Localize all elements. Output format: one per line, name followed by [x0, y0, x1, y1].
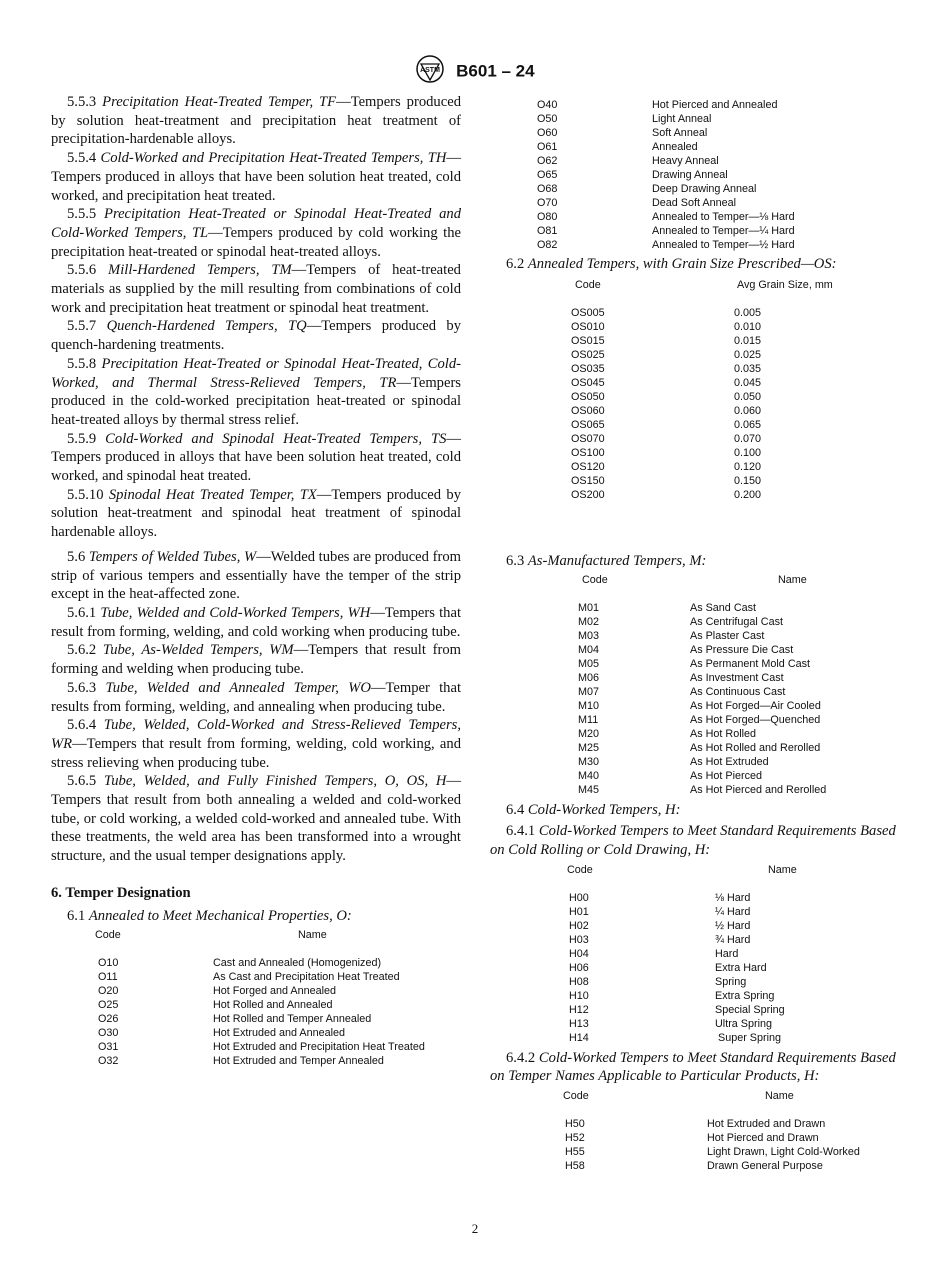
table-cell-name: Hot Forged and Annealed — [213, 985, 337, 998]
table-cell-code: O61 — [537, 141, 558, 153]
table-row — [490, 474, 900, 488]
table-cell-code: O32 — [98, 1055, 119, 1068]
table-cell-code: O68 — [537, 183, 558, 195]
table-cell-code: M45 — [578, 784, 600, 797]
paragraph: 5.5.3 Precipitation Heat-Treated Temper, TF—Tempers produced by solution heat-treatment and precipitation heat treatment of precipitation-hardenable alloys. — [51, 94, 461, 148]
table-cell-code: M06 — [578, 672, 600, 685]
table-cell-name: Cast and Annealed (Homogenized) — [213, 957, 382, 970]
table-row — [51, 1012, 461, 1026]
table-cell-name: Drawing Anneal — [652, 169, 728, 181]
paragraph: 5.5.7 Quench-Hardened Tempers, TQ—Tempers produced by quench-hardening treatments. — [51, 318, 462, 354]
table-row — [51, 956, 461, 970]
table-cell-name: Hot Extruded and Drawn — [707, 1117, 826, 1130]
table-cell-code: OS100 — [571, 446, 605, 459]
table-row — [490, 98, 900, 112]
column-header: Name — [298, 929, 327, 942]
table-cell-name: Super Spring — [715, 1031, 782, 1044]
table-cell-name: As Hot Forged—Air Cooled — [690, 700, 821, 713]
table-cell-code: OS200 — [571, 488, 605, 501]
table-cell-name: As Pressure Die Cast — [690, 644, 794, 657]
table-cell-name: Annealed to Temper—⅛ Hard — [652, 211, 795, 223]
table-cell-code: O26 — [98, 1013, 119, 1026]
table-cell-code: OS015 — [571, 334, 605, 347]
table-cell-name: Special Spring — [715, 1003, 785, 1016]
table-row — [490, 989, 900, 1003]
table-cell-name: As Hot Extruded — [690, 756, 769, 769]
table-cell-code: H52 — [565, 1131, 585, 1144]
table-cell-code: O65 — [537, 169, 558, 181]
table-cell-name: Ultra Spring — [715, 1017, 773, 1030]
table-row — [490, 671, 900, 685]
table-cell-name: Hard — [715, 947, 739, 960]
table-cell-name: As Hot Rolled and Rerolled — [690, 742, 821, 755]
table-cell-name: As Investment Cast — [690, 672, 784, 685]
table-cell-name: 0.010 — [734, 320, 762, 333]
paragraph-title: Precipitation Heat-Treated or Spinodal Heat-Treated, Cold-Worked, and Thermal Stress-Relieved Tempers, TR — [51, 355, 461, 391]
table-cell-code: H13 — [569, 1017, 589, 1030]
table-cell-name: As Permanent Mold Cast — [690, 658, 811, 671]
data-table — [490, 278, 900, 502]
subsection-title: 6.4.2 Cold-Worked Tempers to Meet Standard Requirements Based on Temper Names Applicable to Particular Products, H: — [490, 1049, 896, 1085]
table-row — [51, 1054, 461, 1068]
table-row — [490, 947, 900, 961]
table-cell-name: 0.015 — [734, 334, 762, 347]
table-cell-name: Dead Soft Anneal — [652, 197, 737, 209]
table-cell-code: M07 — [578, 686, 600, 699]
table-cell-code: M10 — [578, 700, 600, 713]
table-cell-name: Extra Hard — [715, 961, 767, 974]
paragraph-title: Mill-Hardened Tempers, TM — [108, 262, 292, 279]
paragraph-title: Cold-Worked and Precipitation Heat-Treated Tempers, TH — [100, 150, 447, 167]
table-row — [490, 601, 900, 615]
table-cell-code: H04 — [569, 947, 589, 960]
table-row — [490, 933, 900, 947]
table-cell-code: M02 — [578, 616, 600, 629]
table-cell-name: Light Drawn, Light Cold-Worked — [707, 1145, 860, 1158]
table-row — [490, 713, 900, 727]
subsection-title: 6.4 Cold-Worked Tempers, H: — [506, 802, 681, 819]
paragraph-title: Precipitation Heat-Treated or Spinodal Heat-Treated and Cold-Worked Tempers, TL — [51, 206, 461, 241]
table-cell-code: M20 — [578, 728, 600, 741]
table-cell-code: O81 — [537, 225, 558, 237]
paragraph: 5.5.8 Precipitation Heat-Treated or Spinodal Heat-Treated, Cold-Worked, and Thermal Stress-Relieved Tempers, TR—Tempers produced in the cold-worked precipitation heat-treated or spinodal heat-treated alloys by thermal stress relief. — [51, 355, 461, 428]
table-row — [490, 727, 900, 741]
table-cell-name: Hot Extruded and Temper Annealed — [213, 1055, 384, 1068]
paragraph-title: Tempers of Welded Tubes, W — [88, 548, 257, 565]
table-row — [490, 306, 900, 320]
subsection-title-text: Cold-Worked Tempers to Meet Standard Requirements Based on Temper Names Applicable to Particular Products, H: — [490, 1049, 896, 1085]
table-cell-name: Deep Drawing Anneal — [652, 183, 757, 195]
column-header: Code — [575, 278, 601, 291]
table-row — [490, 488, 900, 502]
table-cell-code: O30 — [98, 1027, 119, 1040]
table-row — [490, 1145, 900, 1159]
table-row — [490, 168, 900, 182]
column-header: Code — [563, 1089, 589, 1102]
table-cell-code: OS010 — [571, 320, 605, 333]
table-row — [490, 657, 900, 671]
right-column — [490, 98, 900, 1173]
paragraph-title: Precipitation Heat-Treated Temper, TF — [102, 94, 337, 110]
table-row — [490, 975, 900, 989]
table-cell-name: ⅛ Hard — [715, 891, 751, 904]
table-cell-code: O60 — [537, 127, 558, 139]
table-cell-code: OS045 — [571, 376, 605, 389]
table-row — [490, 238, 900, 252]
paragraph: 5.5.6 Mill-Hardened Tempers, TM—Tempers of heat-treated materials as supplied by the mill resulting from combinations of cold work and precipitation heat treatment or spinodal heat treatment. — [51, 262, 461, 316]
table-cell-name: Soft Anneal — [652, 127, 708, 139]
table-cell-code: OS035 — [571, 362, 605, 375]
paragraph-title: Tube, Welded, Cold-Worked and Stress-Relieved Tempers, WR — [51, 717, 461, 752]
table-cell-name: Hot Rolled and Annealed — [213, 999, 333, 1012]
table-cell-name: As Sand Cast — [690, 602, 757, 615]
table-cell-code: OS005 — [571, 306, 605, 319]
table-row — [490, 432, 900, 446]
table-row — [490, 182, 900, 196]
table-cell-name: 0.050 — [734, 390, 762, 403]
table-cell-code: H00 — [569, 891, 589, 904]
paragraph: 5.6 Tempers of Welded Tubes, W—Welded tubes are produced from strip of various tempers and essentially have the temper of the strip except in the heat-affected zone. — [51, 548, 461, 603]
table-cell-name: ½ Hard — [715, 919, 751, 932]
table-cell-name: As Continuous Cast — [690, 686, 786, 699]
designation: B601 – 24 — [456, 61, 535, 81]
table-row — [490, 1017, 900, 1031]
table-cell-code: O11 — [98, 971, 118, 984]
table-cell-code: OS120 — [571, 460, 605, 473]
data-table — [490, 98, 900, 252]
paragraph-title: Tube, Welded and Cold-Worked Tempers, WH — [100, 604, 371, 621]
subsection-title-text: Annealed to Meet Mechanical Properties, O: — [88, 907, 352, 924]
table-row — [490, 404, 900, 418]
subsection-title-text: Cold-Worked Tempers to Meet Standard Requirements Based on Cold Rolling or Cold Drawing, H: — [490, 823, 896, 858]
table-cell-name: 0.060 — [734, 404, 762, 417]
subsection-title: 6.1 Annealed to Meet Mechanical Properties, O: — [67, 907, 352, 924]
left-column — [51, 93, 461, 1068]
table-row — [490, 783, 900, 797]
table-cell-name: Annealed to Temper—½ Hard — [652, 239, 795, 251]
table-row — [490, 961, 900, 975]
table-cell-name: As Hot Pierced — [690, 770, 763, 783]
table-row — [490, 334, 900, 348]
table-cell-name: Annealed — [652, 141, 698, 153]
table-cell-code: O31 — [98, 1041, 119, 1054]
section-heading: 6. Temper Designation — [51, 884, 191, 901]
paragraph-title: Tube, Welded, and Fully Finished Tempers, O, OS, H — [103, 773, 447, 790]
subsection-title-text: Annealed Tempers, with Grain Size Prescribed—OS: — [527, 256, 837, 272]
table-cell-code: H01 — [569, 905, 589, 918]
subsection-title: 6.2 Annealed Tempers, with Grain Size Prescribed—OS: — [506, 256, 837, 272]
data-table — [490, 1089, 900, 1173]
table-row — [490, 140, 900, 154]
table-row — [490, 699, 900, 713]
table-cell-code: H14 — [569, 1031, 589, 1044]
table-cell-code: OS070 — [571, 432, 605, 445]
table-cell-code: H58 — [565, 1159, 585, 1172]
table-cell-name: Hot Extruded and Annealed — [213, 1027, 346, 1040]
table-cell-code: M03 — [578, 630, 600, 643]
table-cell-code: OS060 — [571, 404, 605, 417]
table-cell-code: H06 — [569, 961, 589, 974]
table-row — [490, 891, 900, 905]
table-cell-name: 0.150 — [734, 474, 762, 487]
svg-text:ASTM: ASTM — [420, 67, 441, 74]
table-cell-code: OS050 — [571, 390, 605, 403]
table-row — [490, 615, 900, 629]
subsection-title-text: As-Manufactured Tempers, M: — [527, 552, 707, 569]
table-row — [490, 643, 900, 657]
table-cell-code: O70 — [537, 197, 558, 209]
table-row — [490, 390, 900, 404]
paragraph-title: Tube, As-Welded Tempers, WM — [102, 642, 294, 659]
table-cell-name: ¼ Hard — [715, 905, 751, 918]
table-cell-name: As Hot Forged—Quenched — [690, 714, 821, 727]
table-row — [490, 446, 900, 460]
table-row — [490, 685, 900, 699]
paragraph: 5.5.5 Precipitation Heat-Treated or Spinodal Heat-Treated and Cold-Worked Tempers, TL—Tempers produced by cold working the precipitation heat-treated or spinodal heat-treated alloys. — [51, 206, 461, 260]
table-row — [490, 112, 900, 126]
table-cell-code: O25 — [98, 999, 119, 1012]
table-row — [51, 984, 461, 998]
table-row — [51, 998, 461, 1012]
table-cell-code: M11 — [578, 714, 599, 727]
data-table — [51, 928, 461, 1068]
column-header: Code — [567, 863, 593, 876]
table-cell-code: O10 — [98, 957, 119, 970]
table-row — [490, 919, 900, 933]
table-cell-code: M25 — [578, 742, 600, 755]
table-cell-name: As Cast and Precipitation Heat Treated — [213, 971, 400, 984]
table-cell-name: Extra Spring — [715, 989, 775, 1002]
table-row — [490, 1131, 900, 1145]
table-cell-code: H10 — [569, 989, 589, 1002]
table-row — [51, 970, 461, 984]
table-cell-name: Hot Rolled and Temper Annealed — [213, 1013, 372, 1026]
table-cell-code: O50 — [537, 113, 558, 125]
paragraph: 5.6.1 Tube, Welded and Cold-Worked Tempers, WH—Tempers that result from forming, welding, and cold working when producing tube. — [51, 604, 461, 640]
table-cell-code: O82 — [537, 239, 558, 251]
table-cell-code: M04 — [578, 644, 600, 657]
table-cell-name: 0.025 — [734, 348, 762, 361]
table-cell-code: H55 — [565, 1145, 585, 1158]
table-cell-name: 0.035 — [734, 362, 762, 375]
table-cell-name: 0.120 — [734, 460, 762, 473]
table-row — [490, 418, 900, 432]
data-table — [490, 863, 900, 1045]
table-cell-code: M40 — [578, 770, 600, 783]
subsection-title: 6.3 As-Manufactured Tempers, M: — [506, 552, 707, 569]
table-cell-name: As Hot Rolled — [690, 728, 757, 741]
table-row — [490, 320, 900, 334]
table-cell-name: ¾ Hard — [715, 933, 751, 946]
page-header — [0, 54, 950, 89]
table-cell-code: O62 — [537, 155, 558, 167]
table-row — [490, 126, 900, 140]
paragraph: 5.5.9 Cold-Worked and Spinodal Heat-Treated Tempers, TS—Tempers produced in alloys that have been solution heat treated, cold worked, and spinodal heat treated. — [51, 430, 461, 485]
table-cell-name: As Hot Pierced and Rerolled — [690, 784, 827, 797]
table-row — [490, 1117, 900, 1131]
table-row — [490, 769, 900, 783]
paragraph: 5.6.5 Tube, Welded, and Fully Finished Tempers, O, OS, H—Tempers that result from both annealing a welded and cold-worked tube, or cold working, a welded cold-worked and annealed tube. With these treatments, the weld area has been transformed into a wrought structure, and the usual temper designations apply. — [51, 773, 461, 865]
table-cell-name: As Plaster Cast — [690, 630, 765, 643]
table-header — [490, 863, 900, 877]
paragraph-title: Tube, Welded and Annealed Temper, WO — [105, 679, 371, 696]
table-cell-code: O20 — [98, 985, 119, 998]
table-row — [490, 1031, 900, 1045]
table-cell-name: 0.005 — [734, 306, 762, 319]
table-cell-name: Heavy Anneal — [652, 155, 719, 167]
paragraph: 5.5.10 Spinodal Heat Treated Temper, TX—Tempers produced by solution heat-treatment and spinodal heat treatment of spinodal hardenable alloys. — [51, 486, 461, 541]
table-row — [490, 210, 900, 224]
paragraph-title: Cold-Worked and Spinodal Heat-Treated Tempers, TS — [105, 430, 447, 447]
column-header: Avg Grain Size, mm — [737, 278, 833, 291]
column-header: Code — [582, 574, 608, 587]
column-header: Name — [778, 574, 807, 587]
table-row — [490, 224, 900, 238]
table-header — [490, 1089, 900, 1103]
paragraph: 5.6.4 Tube, Welded, Cold-Worked and Stress-Relieved Tempers, WR—Tempers that result from forming, welding, cold working, and stress relieving when producing tube. — [51, 717, 461, 771]
column-header: Code — [95, 929, 121, 942]
table-cell-code: M01 — [578, 602, 600, 615]
astm-logo-icon — [415, 54, 445, 89]
table-row — [490, 905, 900, 919]
table-cell-name: 0.070 — [734, 432, 762, 445]
paragraph: 5.5.4 Cold-Worked and Precipitation Heat-Treated Tempers, TH—Tempers produced in alloys that have been solution heat treated, cold worked, and precipitation heat treated. — [51, 150, 461, 204]
table-header — [490, 278, 900, 292]
column-header: Name — [768, 863, 797, 876]
table-row — [490, 755, 900, 769]
table-cell-name: Hot Extruded and Precipitation Heat Treated — [213, 1041, 425, 1054]
table-cell-name: 0.100 — [734, 446, 762, 459]
table-header — [51, 928, 461, 942]
page-number: 2 — [471, 1221, 479, 1236]
table-cell-code: OS065 — [571, 418, 605, 431]
table-row — [490, 1003, 900, 1017]
table-row — [490, 460, 900, 474]
table-cell-name: Hot Pierced and Drawn — [707, 1131, 819, 1144]
table-cell-code: M30 — [578, 756, 600, 769]
table-cell-name: 0.065 — [734, 418, 762, 431]
table-row — [51, 1026, 461, 1040]
table-row — [490, 376, 900, 390]
table-cell-code: H12 — [569, 1003, 589, 1016]
table-cell-name: As Centrifugal Cast — [690, 616, 784, 629]
table-row — [490, 741, 900, 755]
table-cell-code: H08 — [569, 975, 589, 988]
subsection-title-text: Cold-Worked Tempers, H: — [527, 802, 681, 819]
table-cell-code: OS025 — [571, 348, 605, 361]
table-cell-name: Light Anneal — [652, 113, 712, 125]
table-cell-name: Spring — [715, 975, 747, 988]
paragraph: 5.6.3 Tube, Welded and Annealed Temper, WO—Temper that results from forming, welding, and annealing when producing tube. — [51, 679, 461, 715]
paragraph-title: Spinodal Heat Treated Temper, TX — [108, 486, 317, 503]
table-cell-code: H03 — [569, 933, 589, 946]
column-header: Name — [765, 1089, 794, 1102]
paragraph: 5.6.2 Tube, As-Welded Tempers, WM—Tempers that result from forming and welding when producing tube. — [51, 642, 461, 678]
table-row — [490, 362, 900, 376]
table-cell-name: 0.200 — [734, 488, 762, 501]
table-cell-code: O80 — [537, 211, 558, 223]
table-row — [490, 629, 900, 643]
table-cell-name: Drawn General Purpose — [707, 1159, 823, 1172]
subsection-title: 6.4.1 Cold-Worked Tempers to Meet Standard Requirements Based on Cold Rolling or Cold Drawing, H: — [490, 823, 896, 858]
table-row — [51, 1040, 461, 1054]
table-cell-name: 0.045 — [734, 376, 762, 389]
data-table — [490, 573, 900, 797]
table-cell-code: H50 — [565, 1117, 585, 1130]
table-cell-code: M05 — [578, 658, 600, 671]
table-row — [490, 154, 900, 168]
table-row — [490, 1159, 900, 1173]
paragraph-title: Quench-Hardened Tempers, TQ — [106, 318, 307, 335]
table-row — [490, 196, 900, 210]
table-cell-name: Hot Pierced and Annealed — [652, 99, 778, 111]
table-cell-name: Annealed to Temper—¼ Hard — [652, 225, 795, 237]
table-cell-code: O40 — [537, 99, 558, 111]
table-cell-code: H02 — [569, 919, 589, 932]
table-row — [490, 348, 900, 362]
table-header — [490, 573, 900, 587]
table-cell-code: OS150 — [571, 474, 605, 487]
